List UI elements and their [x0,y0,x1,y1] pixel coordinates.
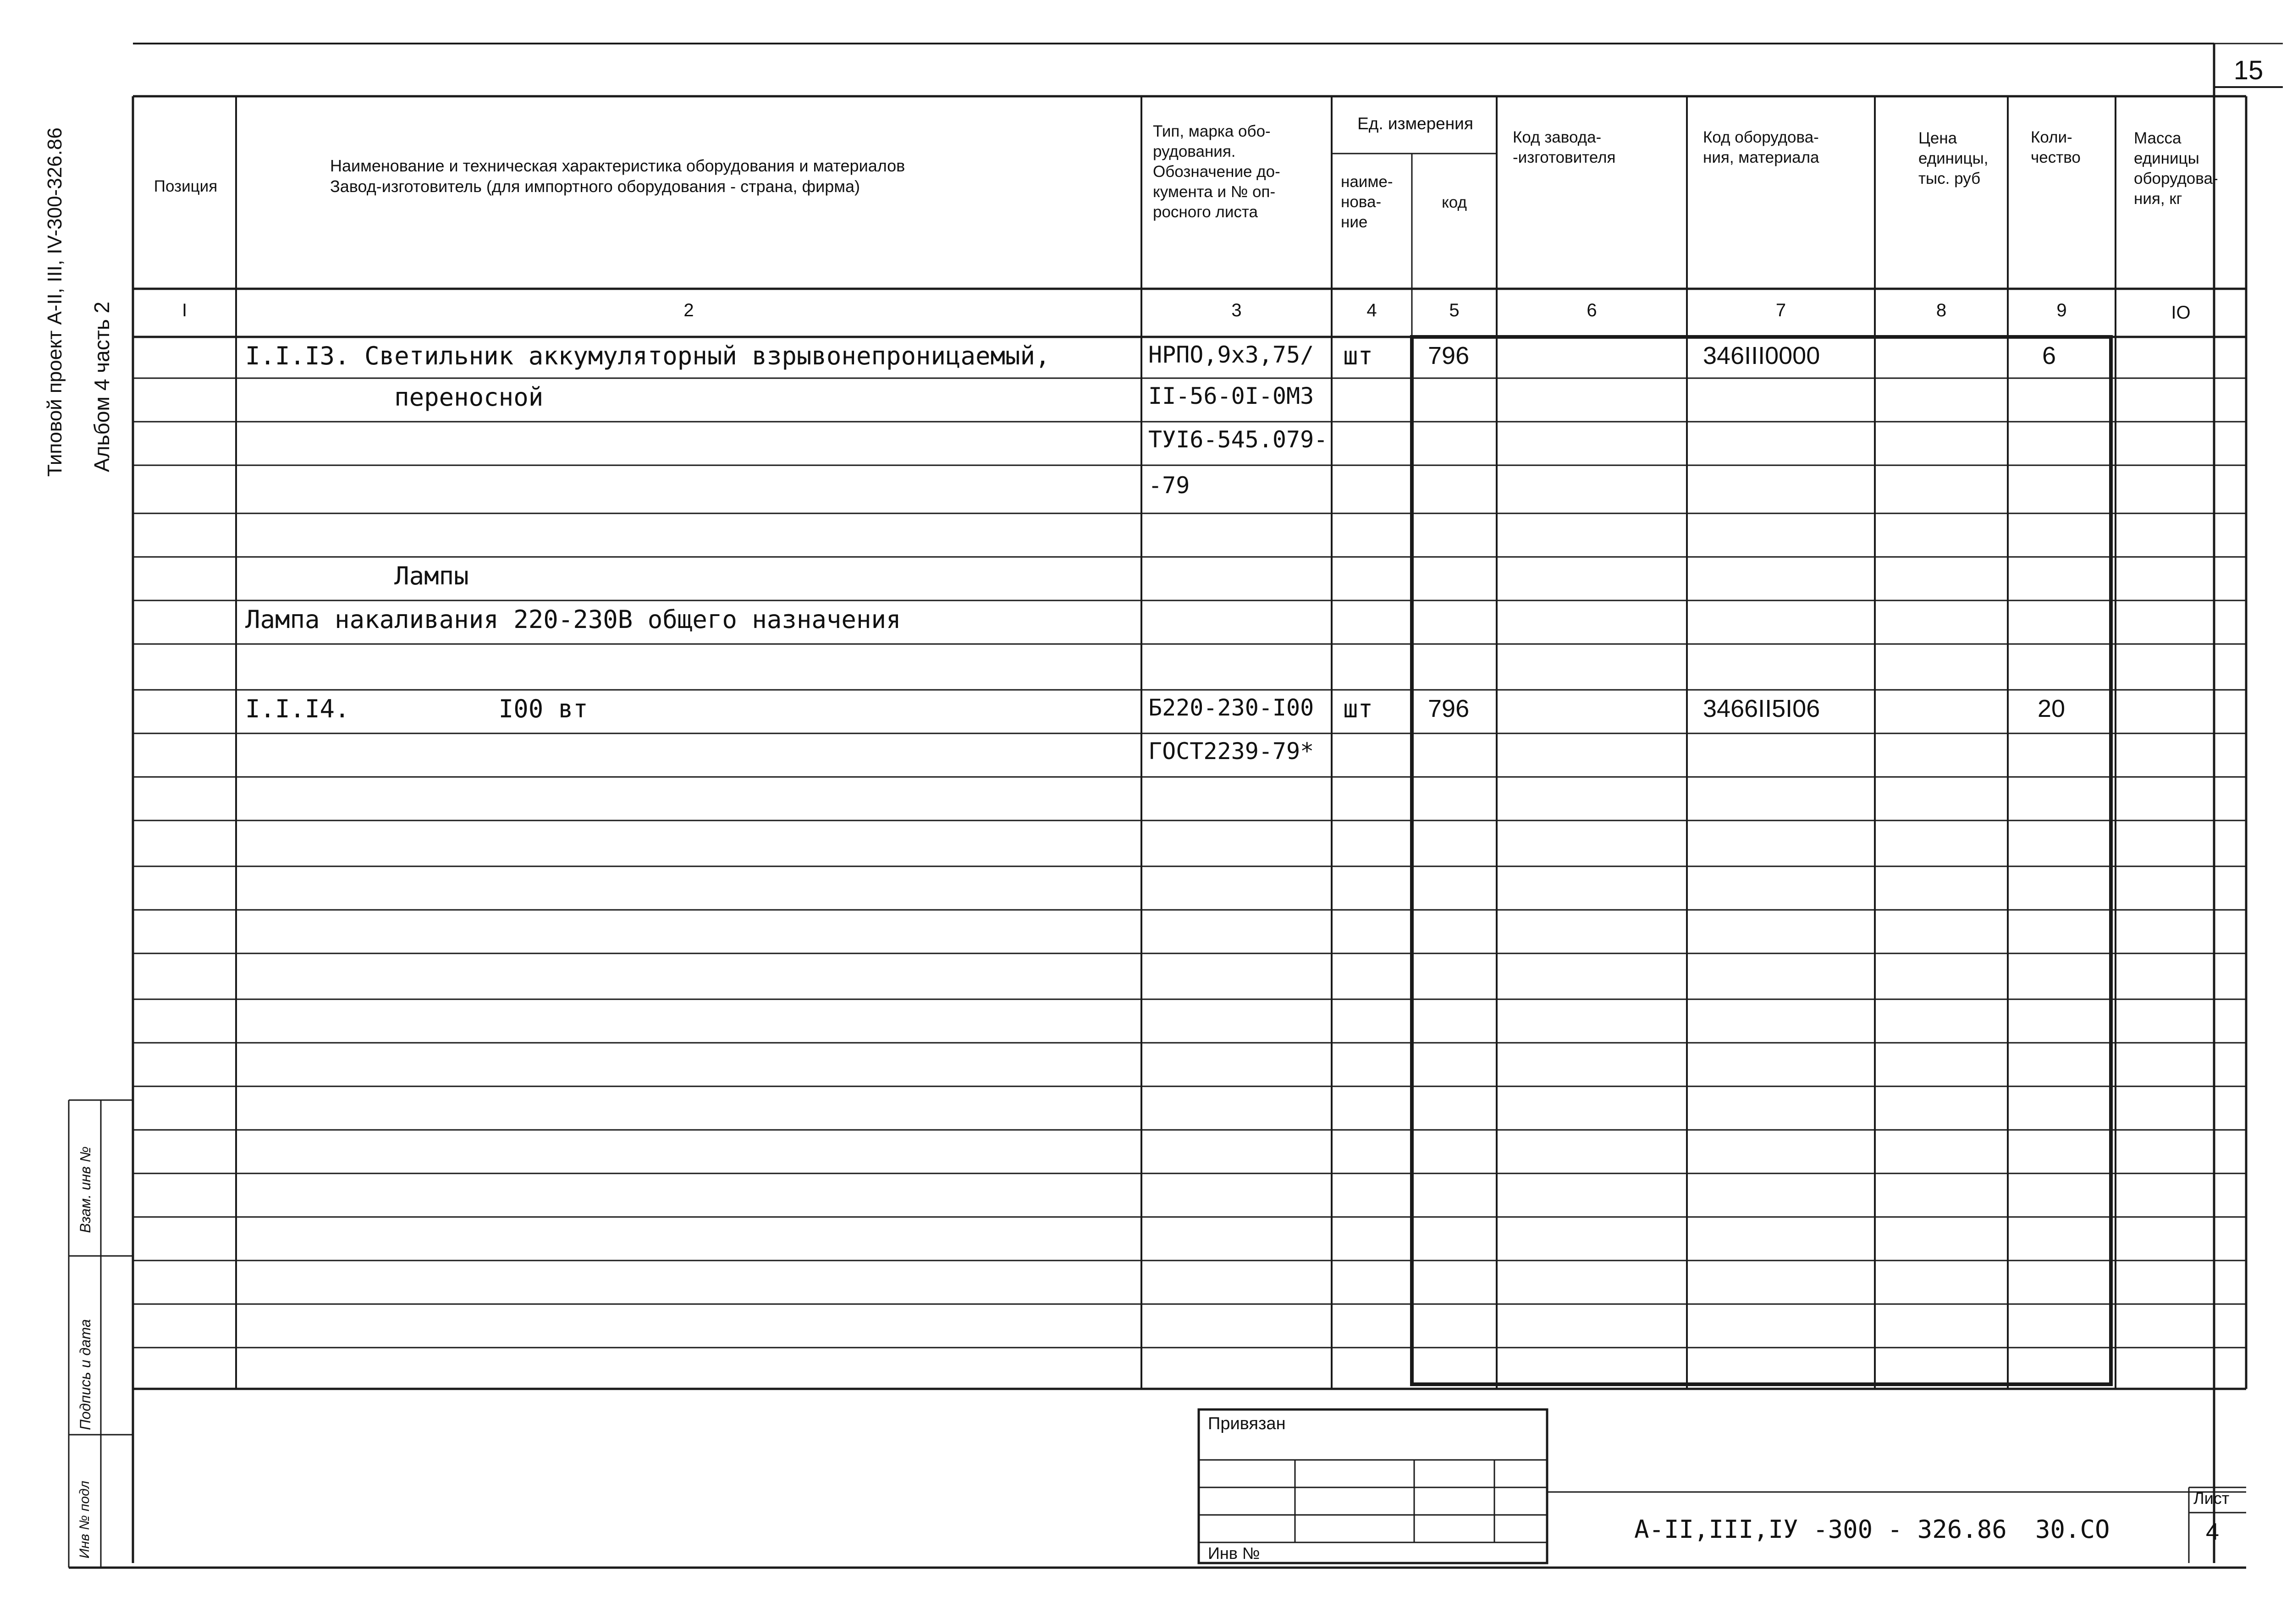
header-unit-name [1341,172,1393,232]
header-type-line1: Тип, марка обо- [1153,122,1271,140]
row10-equip: 3466II5I06 [1703,695,1820,722]
project-title: Типовой проект А-II, III, IV-300-326.86 [44,127,66,477]
stamp-original-inv: Инв № подл [77,1481,92,1558]
colnum-2: 2 [683,300,694,320]
stamp-replacement-inv: Взам. инв № [77,1146,94,1233]
album-title: Альбом 4 часть 2 [90,301,114,472]
title-attached: Привязан [1208,1414,1286,1433]
header-mass [2134,128,2218,209]
row10-unit: шт [1343,694,1373,723]
header-factory-code-line1: Код завода- [1513,128,1602,146]
header-mass-line3: оборудова- [2134,170,2218,187]
header-mass-line1: Масса [2134,129,2182,147]
colnum-1: I [182,300,187,320]
colnum-9: 9 [2056,300,2067,320]
colnum-6: 6 [1587,300,1597,320]
header-equipment-code-line1: Код оборудова- [1703,128,1819,146]
header-type-line3: Обозначение до- [1153,163,1280,181]
colnum-5: 5 [1449,300,1460,320]
sheet-label: Лист [2193,1489,2230,1508]
row1-code: 796 [1428,342,1470,369]
header-equipment-code-line2: ния, материала [1703,149,1819,166]
colnum-10: IO [2171,303,2191,323]
row2-name: переносной [245,383,544,412]
header-price-line3: тыс. руб [1918,170,1981,187]
row4-type: -79 [1148,472,1190,499]
header-type-line5: росного листа [1153,203,1258,221]
row1-unit: шт [1343,341,1373,370]
colnum-4: 4 [1366,300,1377,320]
colnum-8: 8 [1936,300,1947,320]
header-factory-code-line2: -изготовителя [1513,149,1616,166]
header-price-line1: Цена [1918,129,1957,147]
header-type-line2: рудования. [1153,143,1236,160]
header-quantity-line1: Коли- [2031,128,2072,146]
row10-qty: 20 [2038,695,2066,722]
header-unit: Ед. измерения [1357,114,1473,133]
header-type [1153,121,1280,222]
sheet-number: 15 [2233,55,2264,85]
row8-name: Лампа накаливания 220-230В общего назначения [245,605,901,634]
sheet-value: 4 [2206,1519,2219,1545]
row10-name: I.I.I4. I00 вт [245,694,588,723]
row2-type: II-56-0I-0М3 [1148,383,1314,409]
header-unit-name-line1: наиме- [1341,173,1393,191]
header-mass-line4: ния, кг [2134,190,2182,208]
row3-type: ТУI6-545.079- [1148,426,1328,453]
header-factory-code [1513,127,1616,168]
header-price-line2: единицы, [1918,149,1989,167]
colnum-7: 7 [1775,300,1786,320]
header-unit-name-line3: ние [1341,213,1368,231]
colnum-3: 3 [1231,300,1242,320]
header-name-line2: Завод-изготовитель (для импортного оборудования - страна, фирма) [330,177,860,196]
doc-suffix: 30.СО [2035,1515,2110,1544]
header-quantity-line2: чество [2031,149,2081,166]
row11-type: ГОСТ2239-79* [1148,738,1314,765]
stamp-signature-date: Подпись и дата [77,1319,94,1430]
row1-name: I.I.I3. Светильник аккумуляторный взрывонепроницаемый, [245,341,1050,370]
header-unit-name-line2: нова- [1341,193,1382,211]
header-price [1918,128,1988,189]
header-equipment-code [1703,127,1819,168]
row7-name: Лампы [245,562,469,590]
header-unit-code: код [1442,193,1467,211]
header-name-line1: Наименование и техническая характеристика оборудования и материалов [330,156,905,175]
row10-type: Б220-230-I00 [1148,694,1314,721]
header-mass-line2: единицы [2134,149,2199,167]
doc-code: А-II,III,IУ -300 - 326.86 [1634,1515,2007,1544]
row1-equip: 346III0000 [1703,342,1820,369]
header-quantity [2031,127,2081,168]
header-position: Позиция [154,177,218,195]
row1-type: НРПО,9х3,75/ [1148,341,1314,368]
row10-code: 796 [1428,695,1470,722]
title-inv: Инв № [1208,1544,1260,1563]
header-type-line4: кумента и № оп- [1153,183,1276,201]
row1-qty: 6 [2042,342,2056,369]
